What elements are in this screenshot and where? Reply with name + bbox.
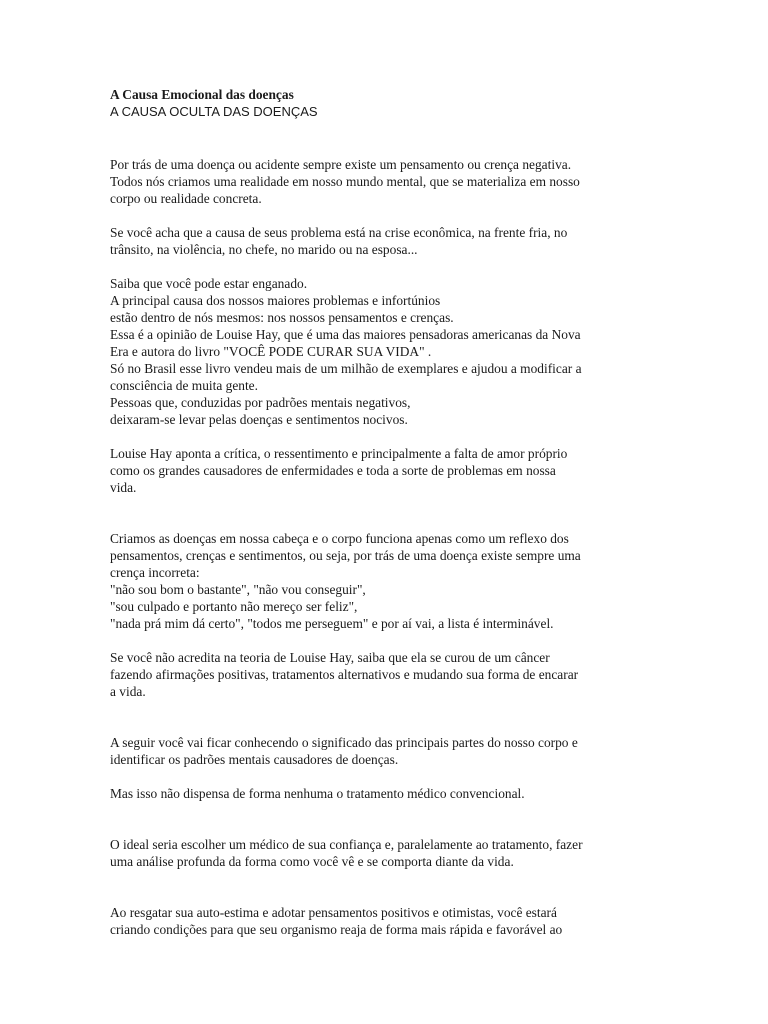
text-line: Mas isso não dispensa de forma nenhuma o tratamento médico convencional. <box>110 786 525 801</box>
text-line: A principal causa dos nossos maiores problemas e infortúnios <box>110 293 441 308</box>
text-line: identificar os padrões mentais causadores de doenças. <box>110 752 399 767</box>
text-line: "sou culpado e portanto não mereço ser feliz", <box>110 599 358 614</box>
text-line: corpo ou realidade concreta. <box>110 191 262 206</box>
text-line: crença incorreta: <box>110 565 200 580</box>
text-line: Essa é a opinião de Louise Hay, que é uma das maiores pensadoras americanas da Nova <box>110 327 581 342</box>
text-line: Ao resgatar sua auto-estima e adotar pensamentos positivos e otimistas, você estará <box>110 905 557 920</box>
text-line: Louise Hay aponta a crítica, o ressentimento e principalmente a falta de amor próprio <box>110 446 568 461</box>
document-title: A Causa Emocional das doenças <box>110 87 294 102</box>
paragraph-9 <box>110 836 662 870</box>
paragraph-3 <box>110 275 662 428</box>
paragraph-7 <box>110 734 662 768</box>
paragraph-5 <box>110 530 662 632</box>
text-line: estão dentro de nós mesmos: nos nossos pensamentos e crenças. <box>110 310 454 325</box>
text-line: "nada prá mim dá certo", "todos me perseguem" e por aí vai, a lista é interminável. <box>110 616 554 631</box>
text-line: Se você acha que a causa de seus problema está na crise econômica, na frente fria, no <box>110 225 568 240</box>
paragraph-6 <box>110 649 662 700</box>
paragraph-8 <box>110 785 662 802</box>
text-line: Todos nós criamos uma realidade em nosso mundo mental, que se materializa em nosso <box>110 174 580 189</box>
paragraph-1 <box>110 156 662 207</box>
paragraph-4 <box>110 445 662 496</box>
text-line: criando condições para que seu organismo reaja de forma mais rápida e favorável ao <box>110 922 563 937</box>
text-line: consciência de muita gente. <box>110 378 258 393</box>
text-line: Era e autora do livro "VOCÊ PODE CURAR SUA VIDA" . <box>110 344 432 359</box>
text-line: "não sou bom o bastante", "não vou conseguir", <box>110 582 366 597</box>
document-subtitle: A CAUSA OCULTA DAS DOENÇAS <box>110 104 318 119</box>
text-line: como os grandes causadores de enfermidades e toda a sorte de problemas em nossa <box>110 463 556 478</box>
paragraph-2 <box>110 224 662 258</box>
text-line: Pessoas que, conduzidas por padrões mentais negativos, <box>110 395 411 410</box>
text-line: vida. <box>110 480 137 495</box>
text-line: A seguir você vai ficar conhecendo o significado das principais partes do nosso corpo e <box>110 735 578 750</box>
text-line: deixaram-se levar pelas doenças e sentimentos nocivos. <box>110 412 408 427</box>
text-line: pensamentos, crenças e sentimentos, ou seja, por trás de uma doença existe sempre uma <box>110 548 581 563</box>
text-line: Só no Brasil esse livro vendeu mais de um milhão de exemplares e ajudou a modificar a <box>110 361 582 376</box>
text-line: Criamos as doenças em nossa cabeça e o corpo funciona apenas como um reflexo dos <box>110 531 569 546</box>
text-line: O ideal seria escolher um médico de sua confiança e, paralelamente ao tratamento, fazer <box>110 837 583 852</box>
text-line: uma análise profunda da forma como você vê e se comporta diante da vida. <box>110 854 514 869</box>
text-line: fazendo afirmações positivas, tratamentos alternativos e mudando sua forma de encarar <box>110 667 579 682</box>
document-body <box>110 86 662 938</box>
text-line: Se você não acredita na teoria de Louise Hay, saiba que ela se curou de um câncer <box>110 650 550 665</box>
paragraph-10 <box>110 904 662 938</box>
text-line: a vida. <box>110 684 146 699</box>
text-line: Por trás de uma doença ou acidente sempre existe um pensamento ou crença negativa. <box>110 157 572 172</box>
text-line: trânsito, na violência, no chefe, no marido ou na esposa... <box>110 242 418 257</box>
text-line: Saiba que você pode estar enganado. <box>110 276 308 291</box>
